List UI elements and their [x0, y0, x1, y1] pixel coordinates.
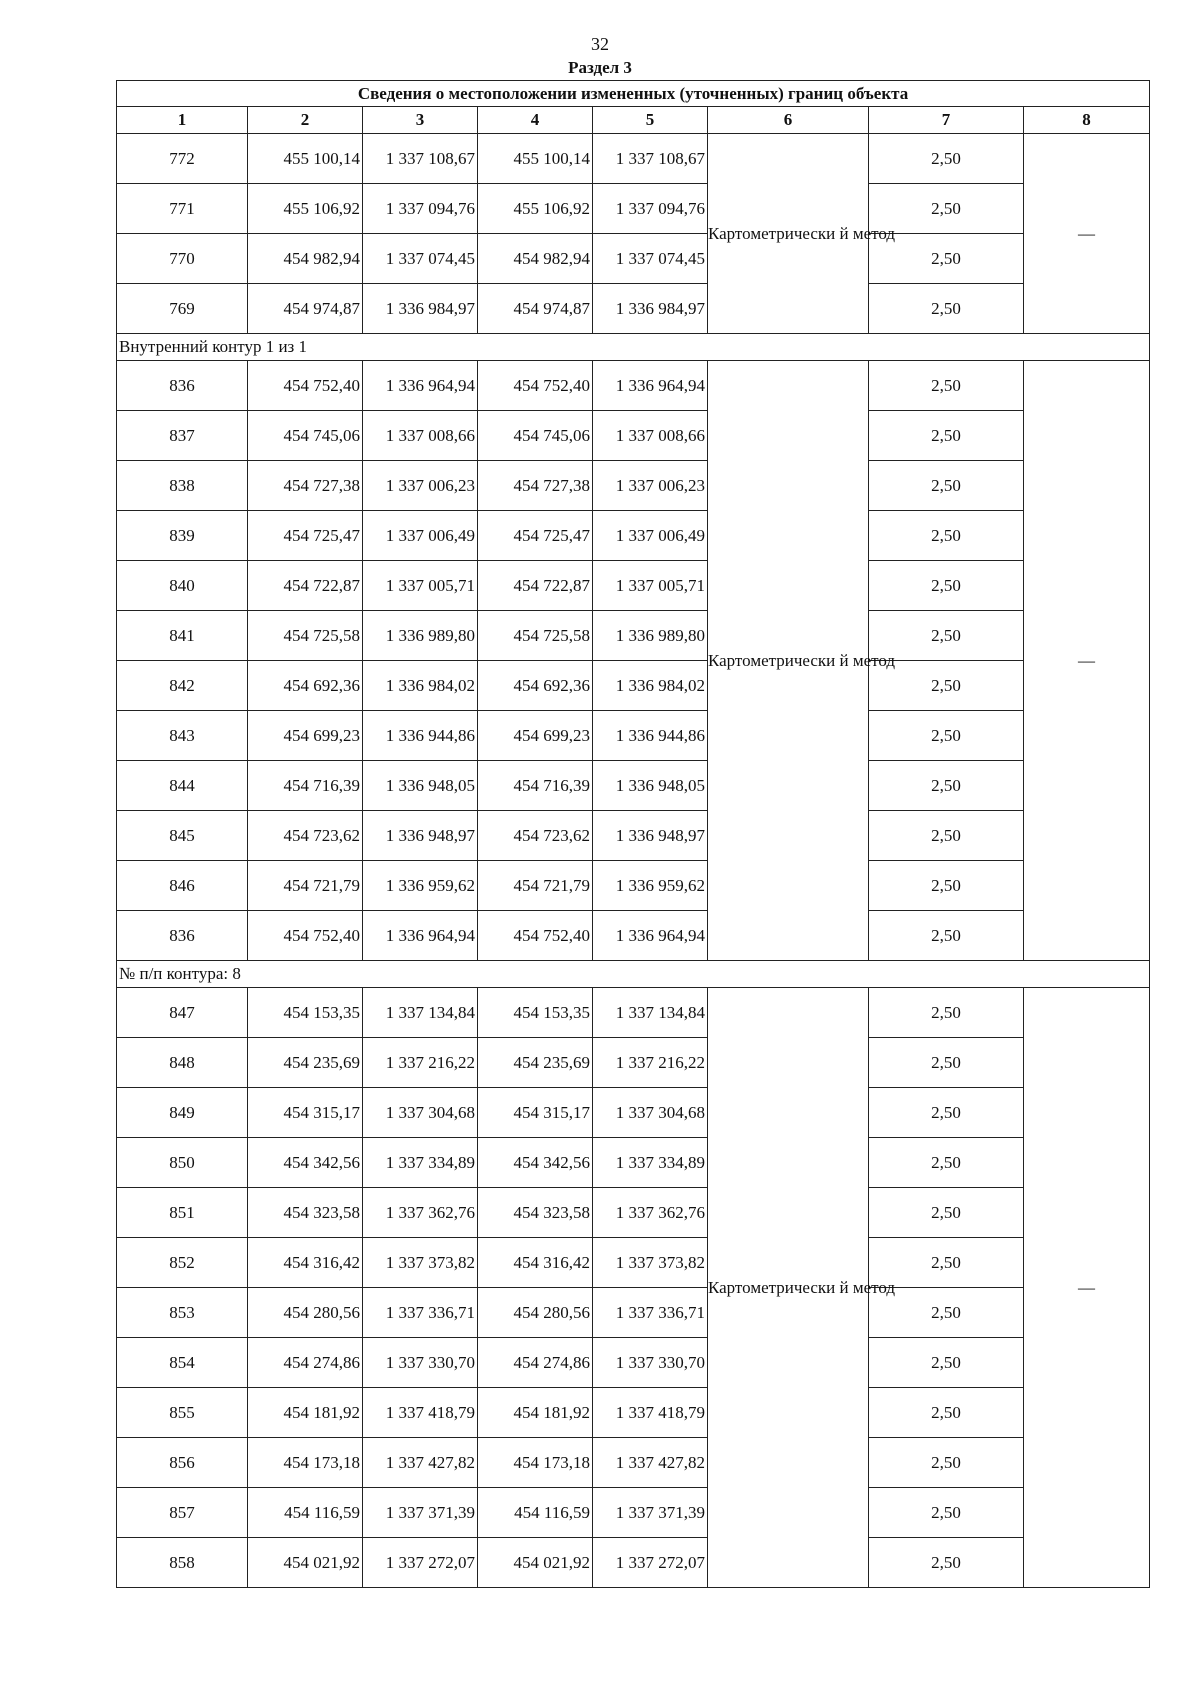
coord-y-cell: 1 336 964,94 [363, 911, 478, 961]
table-row [117, 1088, 1150, 1138]
coord-y-cell: 1 337 304,68 [363, 1088, 478, 1138]
point-number-cell: 854 [117, 1338, 248, 1388]
coord-y-cell: 1 336 989,80 [593, 611, 708, 661]
boundary-coordinates-table [116, 80, 1150, 1588]
point-number-cell: 845 [117, 811, 248, 861]
accuracy-cell: 2,50 [869, 1188, 1024, 1238]
accuracy-cell: 2,50 [869, 911, 1024, 961]
coord-y-cell: 1 336 959,62 [593, 861, 708, 911]
coord-x-cell: 455 106,92 [248, 184, 363, 234]
coord-y-cell: 1 337 304,68 [593, 1088, 708, 1138]
coord-x-cell: 454 021,92 [248, 1538, 363, 1588]
section-title: Раздел 3 [568, 58, 632, 77]
description-cell: — [1024, 134, 1150, 334]
coord-y-cell: 1 336 959,62 [363, 861, 478, 911]
coord-x-cell: 454 235,69 [478, 1038, 593, 1088]
method-cell: Картометрически й метод [708, 134, 869, 334]
table-row [117, 561, 1150, 611]
accuracy-cell: 2,50 [869, 134, 1024, 184]
coord-x-cell: 454 722,87 [248, 561, 363, 611]
accuracy-cell: 2,50 [869, 411, 1024, 461]
coord-y-cell: 1 337 427,82 [363, 1438, 478, 1488]
coord-x-cell: 454 153,35 [478, 988, 593, 1038]
coord-x-cell: 454 280,56 [248, 1288, 363, 1338]
coord-x-cell: 454 181,92 [248, 1388, 363, 1438]
coord-x-cell: 454 752,40 [478, 911, 593, 961]
table-row [117, 184, 1150, 234]
coord-y-cell: 1 337 108,67 [363, 134, 478, 184]
coord-y-cell: 1 336 948,97 [363, 811, 478, 861]
coord-y-cell: 1 337 330,70 [363, 1338, 478, 1388]
coord-y-cell: 1 336 944,86 [593, 711, 708, 761]
method-cell: Картометрически й метод [708, 988, 869, 1588]
coord-x-cell: 454 727,38 [478, 461, 593, 511]
table-row [117, 1188, 1150, 1238]
accuracy-cell: 2,50 [869, 761, 1024, 811]
coord-y-cell: 1 337 216,22 [363, 1038, 478, 1088]
accuracy-cell: 2,50 [869, 1388, 1024, 1438]
table-row [117, 1488, 1150, 1538]
column-number: 5 [593, 107, 708, 134]
coord-x-cell: 454 323,58 [478, 1188, 593, 1238]
coord-y-cell: 1 337 094,76 [363, 184, 478, 234]
table-row [117, 134, 1150, 184]
coord-x-cell: 454 274,86 [478, 1338, 593, 1388]
coord-x-cell: 454 745,06 [478, 411, 593, 461]
coord-x-cell: 454 342,56 [478, 1138, 593, 1188]
coord-y-cell: 1 337 108,67 [593, 134, 708, 184]
table-row [117, 411, 1150, 461]
point-number-cell: 849 [117, 1088, 248, 1138]
accuracy-cell: 2,50 [869, 811, 1024, 861]
coord-y-cell: 1 337 418,79 [593, 1388, 708, 1438]
coord-y-cell: 1 337 008,66 [363, 411, 478, 461]
coord-x-cell: 454 116,59 [248, 1488, 363, 1538]
coord-x-cell: 454 725,58 [248, 611, 363, 661]
coord-x-cell: 454 725,58 [478, 611, 593, 661]
table-row [117, 911, 1150, 961]
point-number-cell: 837 [117, 411, 248, 461]
column-number: 7 [869, 107, 1024, 134]
table-row [117, 361, 1150, 411]
coord-x-cell: 454 699,23 [478, 711, 593, 761]
accuracy-cell: 2,50 [869, 1138, 1024, 1188]
coord-y-cell: 1 337 005,71 [363, 561, 478, 611]
coord-y-cell: 1 337 074,45 [593, 234, 708, 284]
coord-x-cell: 454 725,47 [478, 511, 593, 561]
description-cell: — [1024, 361, 1150, 961]
accuracy-cell: 2,50 [869, 284, 1024, 334]
coord-x-cell: 454 725,47 [248, 511, 363, 561]
point-number-cell: 840 [117, 561, 248, 611]
coord-y-cell: 1 336 984,02 [593, 661, 708, 711]
point-number-cell: 857 [117, 1488, 248, 1538]
coord-x-cell: 454 752,40 [248, 361, 363, 411]
coord-y-cell: 1 336 944,86 [363, 711, 478, 761]
table-row [117, 284, 1150, 334]
point-number-cell: 851 [117, 1188, 248, 1238]
table-row [117, 861, 1150, 911]
coord-y-cell: 1 336 964,94 [593, 911, 708, 961]
accuracy-cell: 2,50 [869, 1488, 1024, 1538]
point-number-cell: 838 [117, 461, 248, 511]
coord-x-cell: 454 316,42 [248, 1238, 363, 1288]
table-row [117, 1338, 1150, 1388]
coord-y-cell: 1 337 006,49 [363, 511, 478, 561]
table-row [117, 1438, 1150, 1488]
coord-x-cell: 454 692,36 [478, 661, 593, 711]
point-number-cell: 850 [117, 1138, 248, 1188]
coord-y-cell: 1 337 216,22 [593, 1038, 708, 1088]
page-number: 32 [591, 34, 609, 54]
coord-y-cell: 1 336 984,97 [363, 284, 478, 334]
coord-y-cell: 1 337 006,49 [593, 511, 708, 561]
coord-y-cell: 1 337 005,71 [593, 561, 708, 611]
coord-y-cell: 1 337 134,84 [363, 988, 478, 1038]
accuracy-cell: 2,50 [869, 1538, 1024, 1588]
point-number-cell: 770 [117, 234, 248, 284]
coord-y-cell: 1 337 334,89 [593, 1138, 708, 1188]
coord-y-cell: 1 337 330,70 [593, 1338, 708, 1388]
coord-x-cell: 454 752,40 [478, 361, 593, 411]
table-row [117, 1038, 1150, 1088]
table-row [117, 661, 1150, 711]
column-number: 6 [708, 107, 869, 134]
accuracy-cell: 2,50 [869, 1338, 1024, 1388]
accuracy-cell: 2,50 [869, 511, 1024, 561]
coord-x-cell: 454 323,58 [248, 1188, 363, 1238]
coord-x-cell: 454 692,36 [248, 661, 363, 711]
column-number: 8 [1024, 107, 1150, 134]
coord-y-cell: 1 337 272,07 [593, 1538, 708, 1588]
accuracy-cell: 2,50 [869, 561, 1024, 611]
accuracy-cell: 2,50 [869, 1088, 1024, 1138]
accuracy-cell: 2,50 [869, 861, 1024, 911]
point-number-cell: 772 [117, 134, 248, 184]
description-cell: — [1024, 988, 1150, 1588]
coord-x-cell: 454 974,87 [248, 284, 363, 334]
coord-x-cell: 454 021,92 [478, 1538, 593, 1588]
table-row [117, 611, 1150, 661]
coord-x-cell: 454 316,42 [478, 1238, 593, 1288]
coord-y-cell: 1 336 964,94 [363, 361, 478, 411]
coord-x-cell: 454 342,56 [248, 1138, 363, 1188]
coord-x-cell: 454 721,79 [248, 861, 363, 911]
point-number-cell: 844 [117, 761, 248, 811]
point-number-cell: 842 [117, 661, 248, 711]
point-number-cell: 853 [117, 1288, 248, 1338]
accuracy-cell: 2,50 [869, 661, 1024, 711]
table-row [117, 1538, 1150, 1588]
accuracy-cell: 2,50 [869, 1288, 1024, 1338]
coord-y-cell: 1 336 984,02 [363, 661, 478, 711]
coord-y-cell: 1 336 948,05 [363, 761, 478, 811]
column-number: 2 [248, 107, 363, 134]
coord-y-cell: 1 336 984,97 [593, 284, 708, 334]
column-number: 4 [478, 107, 593, 134]
coord-y-cell: 1 337 427,82 [593, 1438, 708, 1488]
coord-y-cell: 1 337 371,39 [363, 1488, 478, 1538]
table-body [117, 134, 1150, 1588]
coord-y-cell: 1 337 006,23 [593, 461, 708, 511]
accuracy-cell: 2,50 [869, 361, 1024, 411]
coord-y-cell: 1 337 371,39 [593, 1488, 708, 1538]
coord-x-cell: 455 100,14 [478, 134, 593, 184]
coord-y-cell: 1 337 373,82 [593, 1238, 708, 1288]
point-number-cell: 847 [117, 988, 248, 1038]
coord-y-cell: 1 337 074,45 [363, 234, 478, 284]
accuracy-cell: 2,50 [869, 988, 1024, 1038]
table-row [117, 1138, 1150, 1188]
table-caption: Сведения о местоположении измененных (уточненных) границ объекта [117, 81, 1150, 107]
contour-heading: Внутренний контур 1 из 1 [117, 334, 1150, 361]
point-number-cell: 852 [117, 1238, 248, 1288]
coord-x-cell: 454 116,59 [478, 1488, 593, 1538]
coord-x-cell: 455 106,92 [478, 184, 593, 234]
coord-y-cell: 1 337 006,23 [363, 461, 478, 511]
coord-y-cell: 1 337 334,89 [363, 1138, 478, 1188]
coord-x-cell: 454 315,17 [248, 1088, 363, 1138]
coord-x-cell: 454 721,79 [478, 861, 593, 911]
coord-y-cell: 1 336 989,80 [363, 611, 478, 661]
accuracy-cell: 2,50 [869, 1238, 1024, 1288]
coord-x-cell: 454 235,69 [248, 1038, 363, 1088]
accuracy-cell: 2,50 [869, 461, 1024, 511]
table-row [117, 988, 1150, 1038]
point-number-cell: 856 [117, 1438, 248, 1488]
coord-x-cell: 454 723,62 [478, 811, 593, 861]
coord-x-cell: 454 982,94 [478, 234, 593, 284]
coord-x-cell: 454 173,18 [248, 1438, 363, 1488]
coord-y-cell: 1 337 418,79 [363, 1388, 478, 1438]
coord-y-cell: 1 336 948,97 [593, 811, 708, 861]
coord-x-cell: 454 752,40 [248, 911, 363, 961]
table-row [117, 511, 1150, 561]
coord-y-cell: 1 337 336,71 [593, 1288, 708, 1338]
method-cell: Картометрически й метод [708, 361, 869, 961]
coord-x-cell: 454 173,18 [478, 1438, 593, 1488]
coord-y-cell: 1 337 336,71 [363, 1288, 478, 1338]
coord-y-cell: 1 337 272,07 [363, 1538, 478, 1588]
point-number-cell: 855 [117, 1388, 248, 1438]
point-number-cell: 836 [117, 361, 248, 411]
coord-x-cell: 454 745,06 [248, 411, 363, 461]
coord-x-cell: 454 716,39 [478, 761, 593, 811]
point-number-cell: 839 [117, 511, 248, 561]
point-number-cell: 841 [117, 611, 248, 661]
coord-y-cell: 1 337 008,66 [593, 411, 708, 461]
point-number-cell: 771 [117, 184, 248, 234]
coord-x-cell: 454 280,56 [478, 1288, 593, 1338]
coord-x-cell: 454 181,92 [478, 1388, 593, 1438]
point-number-cell: 846 [117, 861, 248, 911]
accuracy-cell: 2,50 [869, 711, 1024, 761]
coord-x-cell: 455 100,14 [248, 134, 363, 184]
accuracy-cell: 2,50 [869, 234, 1024, 284]
coord-x-cell: 454 699,23 [248, 711, 363, 761]
point-number-cell: 769 [117, 284, 248, 334]
coord-y-cell: 1 337 362,76 [363, 1188, 478, 1238]
coord-x-cell: 454 974,87 [478, 284, 593, 334]
coord-y-cell: 1 337 094,76 [593, 184, 708, 234]
accuracy-cell: 2,50 [869, 1438, 1024, 1488]
coord-x-cell: 454 727,38 [248, 461, 363, 511]
column-number: 3 [363, 107, 478, 134]
point-number-cell: 858 [117, 1538, 248, 1588]
coord-y-cell: 1 336 964,94 [593, 361, 708, 411]
coord-y-cell: 1 336 948,05 [593, 761, 708, 811]
coord-x-cell: 454 723,62 [248, 811, 363, 861]
coord-x-cell: 454 722,87 [478, 561, 593, 611]
point-number-cell: 843 [117, 711, 248, 761]
coord-x-cell: 454 716,39 [248, 761, 363, 811]
table-row [117, 1388, 1150, 1438]
coord-x-cell: 454 274,86 [248, 1338, 363, 1388]
table-row [117, 761, 1150, 811]
column-number: 1 [117, 107, 248, 134]
accuracy-cell: 2,50 [869, 1038, 1024, 1088]
table-row [117, 234, 1150, 284]
table-row [117, 1288, 1150, 1338]
coord-y-cell: 1 337 373,82 [363, 1238, 478, 1288]
table-row [117, 1238, 1150, 1288]
table-row [117, 461, 1150, 511]
contour-heading: № п/п контура: 8 [117, 961, 1150, 988]
table-row [117, 811, 1150, 861]
point-number-cell: 836 [117, 911, 248, 961]
coord-x-cell: 454 153,35 [248, 988, 363, 1038]
table-row [117, 711, 1150, 761]
coord-x-cell: 454 982,94 [248, 234, 363, 284]
coord-y-cell: 1 337 134,84 [593, 988, 708, 1038]
coord-y-cell: 1 337 362,76 [593, 1188, 708, 1238]
coord-x-cell: 454 315,17 [478, 1088, 593, 1138]
point-number-cell: 848 [117, 1038, 248, 1088]
accuracy-cell: 2,50 [869, 611, 1024, 661]
accuracy-cell: 2,50 [869, 184, 1024, 234]
